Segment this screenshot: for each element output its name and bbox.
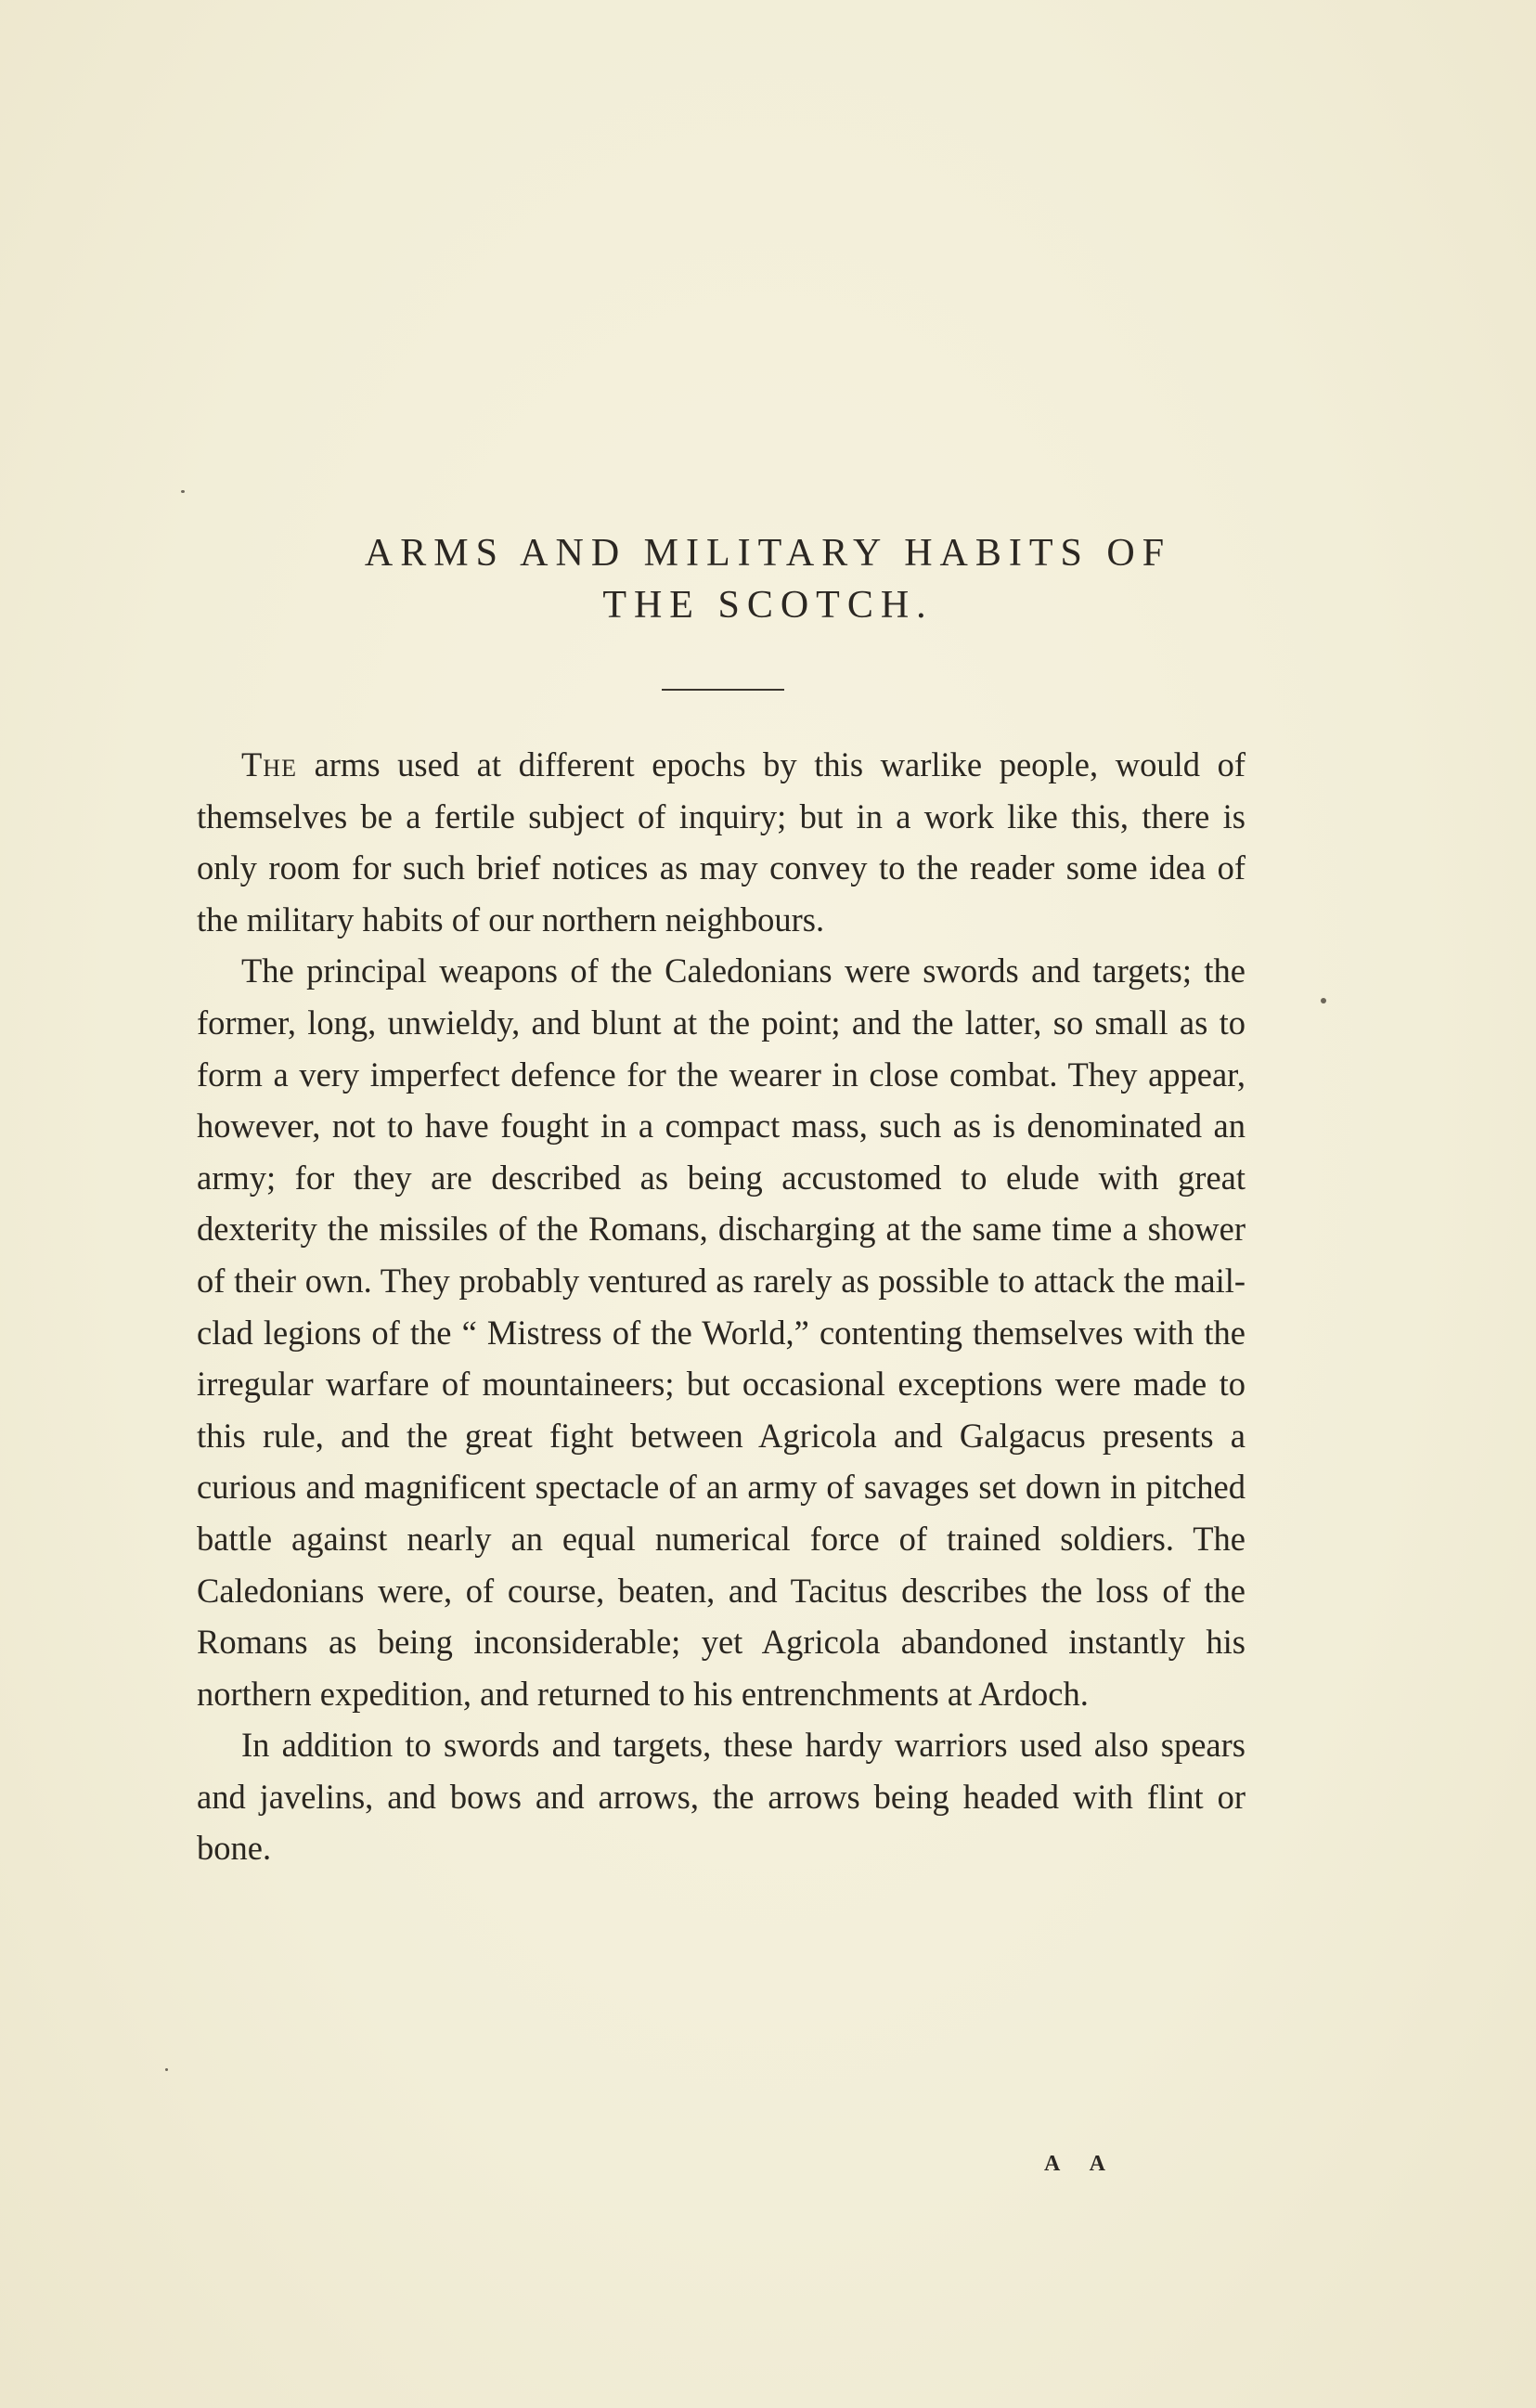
body-text (197, 739, 1246, 1874)
chapter-title-line-2: THE SCOTCH. (602, 584, 934, 627)
paragraph-3-text: In addition to swords and targets, these hardy warriors used also spears and javelins, and bows and arrows, the arrows being headed with flint or bone. (197, 1726, 1246, 1868)
paragraph-1 (197, 739, 1246, 945)
chapter-title (0, 527, 1536, 631)
paper-speck (165, 2068, 168, 2071)
chapter-title-line-1: ARMS AND MILITARY HABITS OF (364, 532, 1172, 575)
paragraph-2-text: The principal weapons of the Caledonians were swords and targets; the former, long, unwieldy, and blunt at the point; and the latter, so small as to form a very imperfect defence for the wearer in close combat. They appear, however, not to have fought in a compact mass, such as is denominated an army; for they are described as being accustomed to elude with great dexterity the missiles of the Romans, discharging at the same time a shower of their own. They probably ventured as rarely as possible to attack the mail-clad legions of the “ Mistress of the World,” contenting themselves with the irregular warfare of mountaineers; but occasional exceptions were made to this rule, and the great fight between Agricola and Galgacus presents a curious and magnificent spectacle of an army of savages set down in pitched battle against nearly an equal numerical force of trained soldiers. The Caledonians were, of course, beaten, and Tacitus describes the loss of the Romans as being inconsiderable; yet Agricola abandoned instantly his northern expedition, and returned to his entrenchments at Ardoch. (197, 952, 1246, 1713)
title-divider (662, 689, 784, 691)
paragraph-1-text: arms used at different epochs by this warlike people, would of themselves be a fertile subject of inquiry; but in a work like this, there is only room for such brief notices as may convey to the reader some idea of the military habits of our northern neighbours. (197, 745, 1246, 939)
paper-speck (1321, 998, 1326, 1003)
paragraph-2 (197, 945, 1246, 1719)
paper-speck (181, 490, 185, 493)
paragraph-3 (197, 1719, 1246, 1874)
signature-mark: A A (1044, 2152, 1119, 2176)
paragraph-1-lead: The (241, 745, 297, 783)
